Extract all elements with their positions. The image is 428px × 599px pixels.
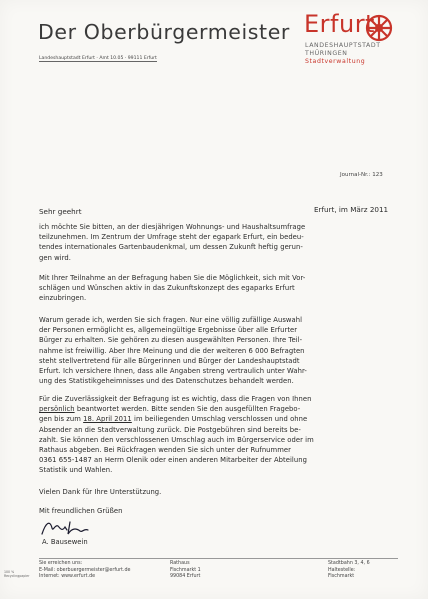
journal-number: Journal-Nr.: 123 bbox=[340, 172, 383, 178]
erfurt-logo-wordmark: Erfurt bbox=[304, 10, 375, 38]
handwritten-signature bbox=[38, 518, 108, 538]
logo-line-stadtverwaltung: Stadtverwaltung bbox=[305, 58, 366, 66]
instructions-text-3: im beiliegenden Umschlag verschlossen und ohne Absender an die Stadtverwaltung zurück. Die Postgebühren sind bereits be- zahlt. Sie können den verschlossenen Umschlag auch im Bürgerservice oder im Rathaus abgeben. Bei Rückfragen wenden Sie sich unter der Rufnummer 0361 655-1487 an Herrn Olenik oder einen anderen Mitarbeiter der Abteilung Statistik und Wahlen. bbox=[39, 415, 314, 475]
instructions-underlined-deadline: 18. April 2011 bbox=[83, 415, 132, 424]
sender-address-line bbox=[39, 56, 157, 61]
logo-line-landeshauptstadt: LANDESHAUPTSTADT bbox=[305, 42, 381, 49]
footer-contact: Sie erreichen uns: E-Mail: oberbuergermeister@erfurt.de Internet: www.erfurt.de bbox=[39, 561, 131, 580]
footer-transit: Stadtbahn 3, 4, 6 Haltestelle: Fischmarkt bbox=[328, 561, 370, 580]
paragraph-thanks: Vielen Dank für Ihre Unterstützung. bbox=[39, 488, 162, 496]
footer-address: Rathaus Fischmarkt 1 99084 Erfurt bbox=[170, 561, 201, 580]
paragraph-instructions bbox=[39, 394, 379, 476]
logo-line-thueringen: THÜRINGEN bbox=[305, 50, 348, 58]
letter-greeting: Sehr geehrt bbox=[39, 207, 82, 216]
paragraph-selection: Warum gerade ich, werden Sie sich fragen. Nur eine völlig zufällige Auswahl der Personen ermöglicht es, allgemeingültige Ergebnisse über alle Erfurter Bürger zu erhalten. Sie gehören zu diesen ausgewählten Personen. Ihre Teil- nahme ist freiwillig. Aber Ihre Meinung und die der weiteren 6 000 Befragten steht stellvertretend für alle Bürgerinnen und Bürger der Landeshauptstadt Erfurt. Ich versichere Ihnen, dass alle Angaben streng vertraulich unter Wahr- ung des Statistikgeheimnisses und des Datenschutzes behandelt werden. bbox=[39, 316, 307, 386]
erfurt-wheel-icon bbox=[363, 12, 395, 44]
signer-name: A. Bausewein bbox=[42, 538, 88, 546]
logo-subtitle bbox=[305, 42, 381, 67]
letter-title: Der Oberbürgermeister bbox=[38, 20, 290, 44]
closing-salutation: Mit freundlichen Grüßen bbox=[39, 507, 123, 515]
letter-date: Erfurt, im März 2011 bbox=[314, 205, 389, 214]
instructions-text-2: beantwortet werden. Bitte senden Sie den ausgefüllten Fragebo- gen bis zum bbox=[39, 405, 301, 424]
instructions-underlined-personal: persönlich bbox=[39, 405, 75, 414]
paragraph-participation: Mit Ihrer Teilnahme an der Befragung haben Sie die Möglichkeit, sich mit Vor- schlägen und Wünschen aktiv in das Zukunftskonzept des egaparks Erfurt einzubringen. bbox=[39, 274, 306, 303]
sender-address-text: Landeshauptstadt Erfurt · Amt 10.05 · 99111 Erfurt bbox=[39, 56, 157, 61]
instructions-text-1: Für die Zuverlässigkeit der Befragung ist es wichtig, dass die Fragen von Ihnen bbox=[39, 395, 312, 403]
footer-divider bbox=[39, 558, 398, 559]
paragraph-intro: ich möchte Sie bitten, an der diesjährigen Wohnungs- und Haushaltsumfrage teilzunehmen. Im Zentrum der Umfrage steht der egapark Erfurt, ein bedeu- tendes internationales Gartenbaudenkmal, um dessen Zukunft heftig gerun- gen wird. bbox=[39, 223, 306, 262]
recycling-paper-note: 100 % Recyclingpapier bbox=[4, 570, 30, 578]
